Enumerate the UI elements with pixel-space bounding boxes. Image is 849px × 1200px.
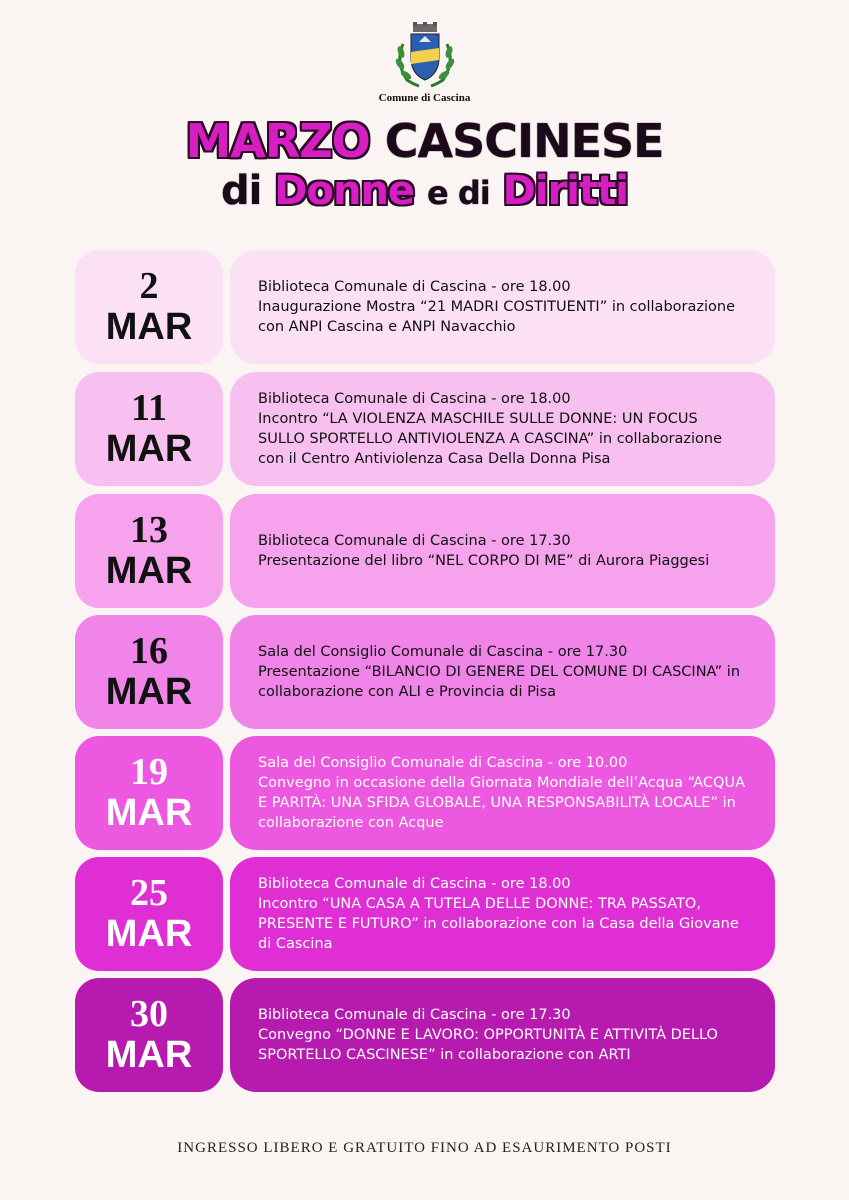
event-month: MAR [105,1034,193,1076]
page-subtitle [0,168,849,214]
event-description-box [230,736,775,850]
page-title [0,114,849,168]
event-description: Biblioteca Comunale di Cascina - ore 17.30 Presentazione del libro “NEL CORPO DI ME” di Aurora Piaggesi [258,533,710,569]
event-month: MAR [105,550,193,592]
event-date [75,372,223,486]
event-row [75,736,775,850]
event-day: 11 [131,387,167,429]
event-row [75,250,775,364]
coat-of-arms-icon [393,22,457,90]
event-date [75,857,223,971]
event-description: Sala del Consiglio Comunale di Cascina - ore 17.30 Presentazione “BILANCIO DI GENERE DEL COMUNE DI CASCINA” in collaborazione con ALI e Provincia di Pisa [258,644,741,700]
event-day: 13 [130,509,168,551]
event-month: MAR [105,428,193,470]
event-month: MAR [105,792,193,834]
event-month: MAR [105,913,193,955]
subtitle-word-diritti: Diritti [502,168,628,214]
event-description-box [230,978,775,1092]
event-month: MAR [105,671,193,713]
subtitle-word-donne: Donne [274,168,415,214]
event-row [75,494,775,608]
event-description: Biblioteca Comunale di Cascina - ore 18.00 Incontro “UNA CASA A TUTELA DELLE DONNE: TRA PASSATO, PRESENTE E FUTURO” in collaborazione con la Casa della Giovane di Cascina [258,876,739,952]
subtitle-word-di: di [221,168,262,214]
event-day: 16 [130,630,168,672]
event-date [75,494,223,608]
event-row [75,372,775,486]
event-day: 30 [130,993,168,1035]
municipality-name: Comune di Cascina [378,92,471,104]
event-month: MAR [105,306,193,348]
footer-note: INGRESSO LIBERO E GRATUITO FINO AD ESAURIMENTO POSTI [177,1140,672,1156]
event-day: 19 [130,751,168,793]
event-description-box [230,372,775,486]
event-row [75,978,775,1092]
title-word-cascinese: CASCINESE [384,114,664,168]
event-day: 25 [130,872,168,914]
event-date [75,250,223,364]
event-description-box [230,494,775,608]
event-description-box [230,857,775,971]
event-description: Sala del Consiglio Comunale di Cascina - ore 10.00 Convegno in occasione della Giornata Mondiale dell’Acqua “ACQUA E PARITÀ: UNA SFIDA GLOBALE, UNA RESPONSABILITÀ LOCALE” in collaborazione con Acque [258,755,745,831]
event-date [75,978,223,1092]
event-description-box [230,615,775,729]
event-description-box [230,250,775,364]
event-row [75,857,775,971]
subtitle-word-e-di: e di [427,174,490,212]
event-row [75,615,775,729]
event-date [75,736,223,850]
title-word-marzo: MARZO [185,114,370,168]
event-description: Biblioteca Comunale di Cascina - ore 17.30 Convegno “DONNE E LAVORO: OPPORTUNITÀ E ATTIVITÀ DELLO SPORTELLO CASCINESE” in collaborazione con ARTI [258,1007,718,1063]
event-day: 2 [139,265,159,307]
event-date [75,615,223,729]
event-description: Biblioteca Comunale di Cascina - ore 18.00 Incontro “LA VIOLENZA MASCHILE SULLE DONNE: UN FOCUS SULLO SPORTELLO ANTIVIOLENZA A CASCINA” in collaborazione con il Centro Antiviolenza Casa Della Donna Pisa [258,391,723,467]
event-description: Biblioteca Comunale di Cascina - ore 18.00 Inaugurazione Mostra “21 MADRI COSTITUENTI” in collaborazione con ANPI Cascina e ANPI Navacchio [258,279,735,335]
